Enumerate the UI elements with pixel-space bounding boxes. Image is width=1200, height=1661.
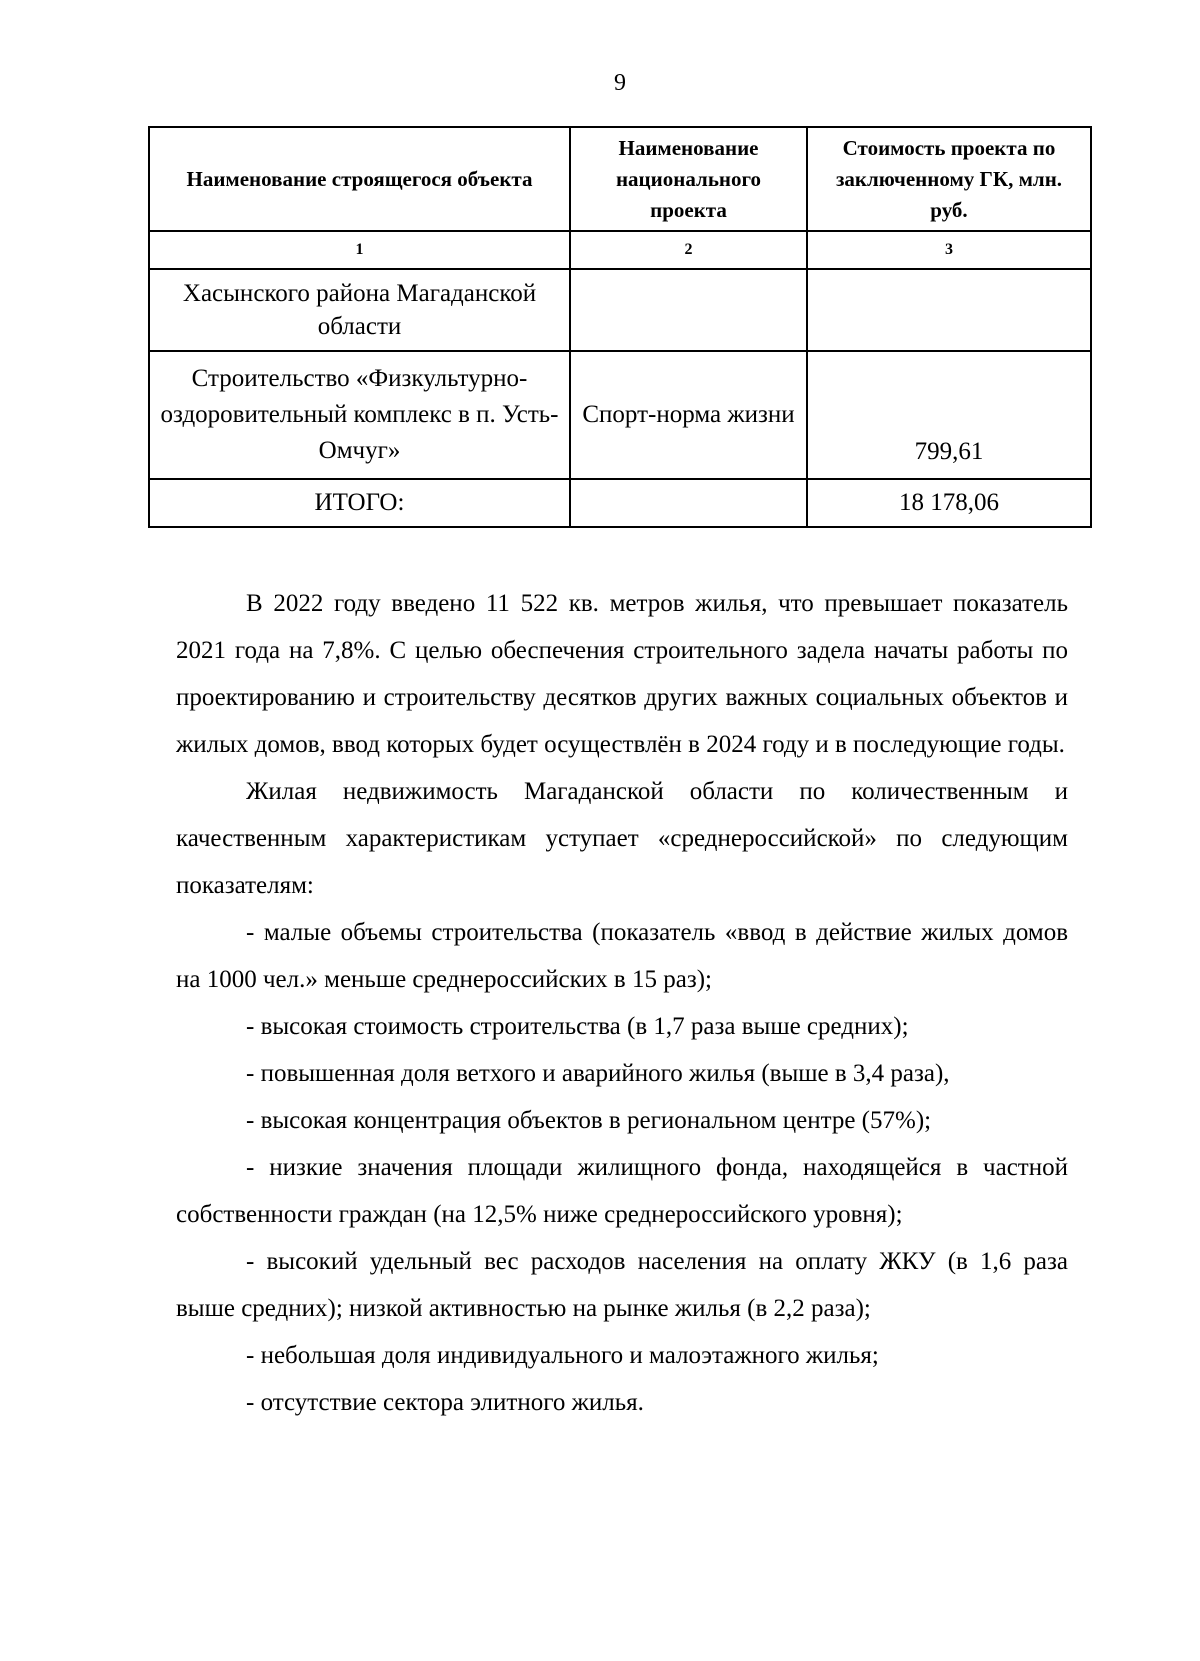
cell-cost: [807, 269, 1091, 351]
list-item: - высокая стоимость строительства (в 1,7 раза выше средних);: [246, 1013, 909, 1040]
table-header-row: [149, 127, 1091, 231]
page-number: 9: [614, 70, 626, 96]
cell-cost: 799,61: [807, 351, 1091, 479]
table-row: [149, 351, 1091, 479]
list-item: - повышенная доля ветхого и аварийного жилья (выше в 3,4 раза),: [246, 1060, 950, 1087]
list-item: - низкие значения площади жилищного фонда, находящейся в частной собственности граждан (на 12,5% ниже среднероссийского уровня);: [176, 1154, 1068, 1228]
total-cost: 18 178,06: [807, 479, 1091, 527]
total-project: [570, 479, 807, 527]
list-item: - отсутствие сектора элитного жилья.: [246, 1389, 644, 1416]
total-row: [149, 479, 1091, 527]
column-number: 2: [570, 231, 807, 269]
construction-objects-table: [148, 126, 1092, 528]
body-text: [176, 580, 1068, 1426]
column-number: 3: [807, 231, 1091, 269]
list-item: - высокий удельный вес расходов населения на оплату ЖКУ (в 1,6 раза выше средних); низкой активностью на рынке жилья (в 2,2 раза);: [176, 1248, 1068, 1322]
header-object-name: Наименование строящегося объекта: [149, 127, 570, 231]
list-item: - малые объемы строительства (показатель «ввод в действие жилых домов на 1000 чел.» меньше среднероссийских в 15 раз);: [176, 919, 1068, 993]
list-item: - высокая концентрация объектов в региональном центре (57%);: [246, 1107, 932, 1134]
list-item: - небольшая доля индивидуального и малоэтажного жилья;: [246, 1342, 879, 1369]
cell-project: Спорт-норма жизни: [570, 351, 807, 479]
paragraph-housing-comparison: Жилая недвижимость Магаданской области по количественным и качественным характеристикам уступает «среднероссийской» по следующим показателям:: [176, 778, 1068, 899]
column-number: 1: [149, 231, 570, 269]
paragraph-housing-commissioning: В 2022 году введено 11 522 кв. метров жилья, что превышает показатель 2021 года на 7,8%. С целью обеспечения строительного задела начаты работы по проектированию и строительству десятков других важных социальных объектов и жилых домов, ввод которых будет осуществлён в 2024 году и в последующие годы.: [176, 590, 1068, 758]
cell-object: Хасынского района Магаданской области: [149, 269, 570, 351]
column-numbers-row: [149, 231, 1091, 269]
header-project-cost: Стоимость проекта по заключенному ГК, млн. руб.: [807, 127, 1091, 231]
header-national-project: Наименование национального проекта: [570, 127, 807, 231]
total-label: ИТОГО:: [149, 479, 570, 527]
cell-object: Строительство «Физкультурно-оздоровительный комплекс в п. Усть-Омчуг»: [149, 351, 570, 479]
cell-project: [570, 269, 807, 351]
table-row: [149, 269, 1091, 351]
